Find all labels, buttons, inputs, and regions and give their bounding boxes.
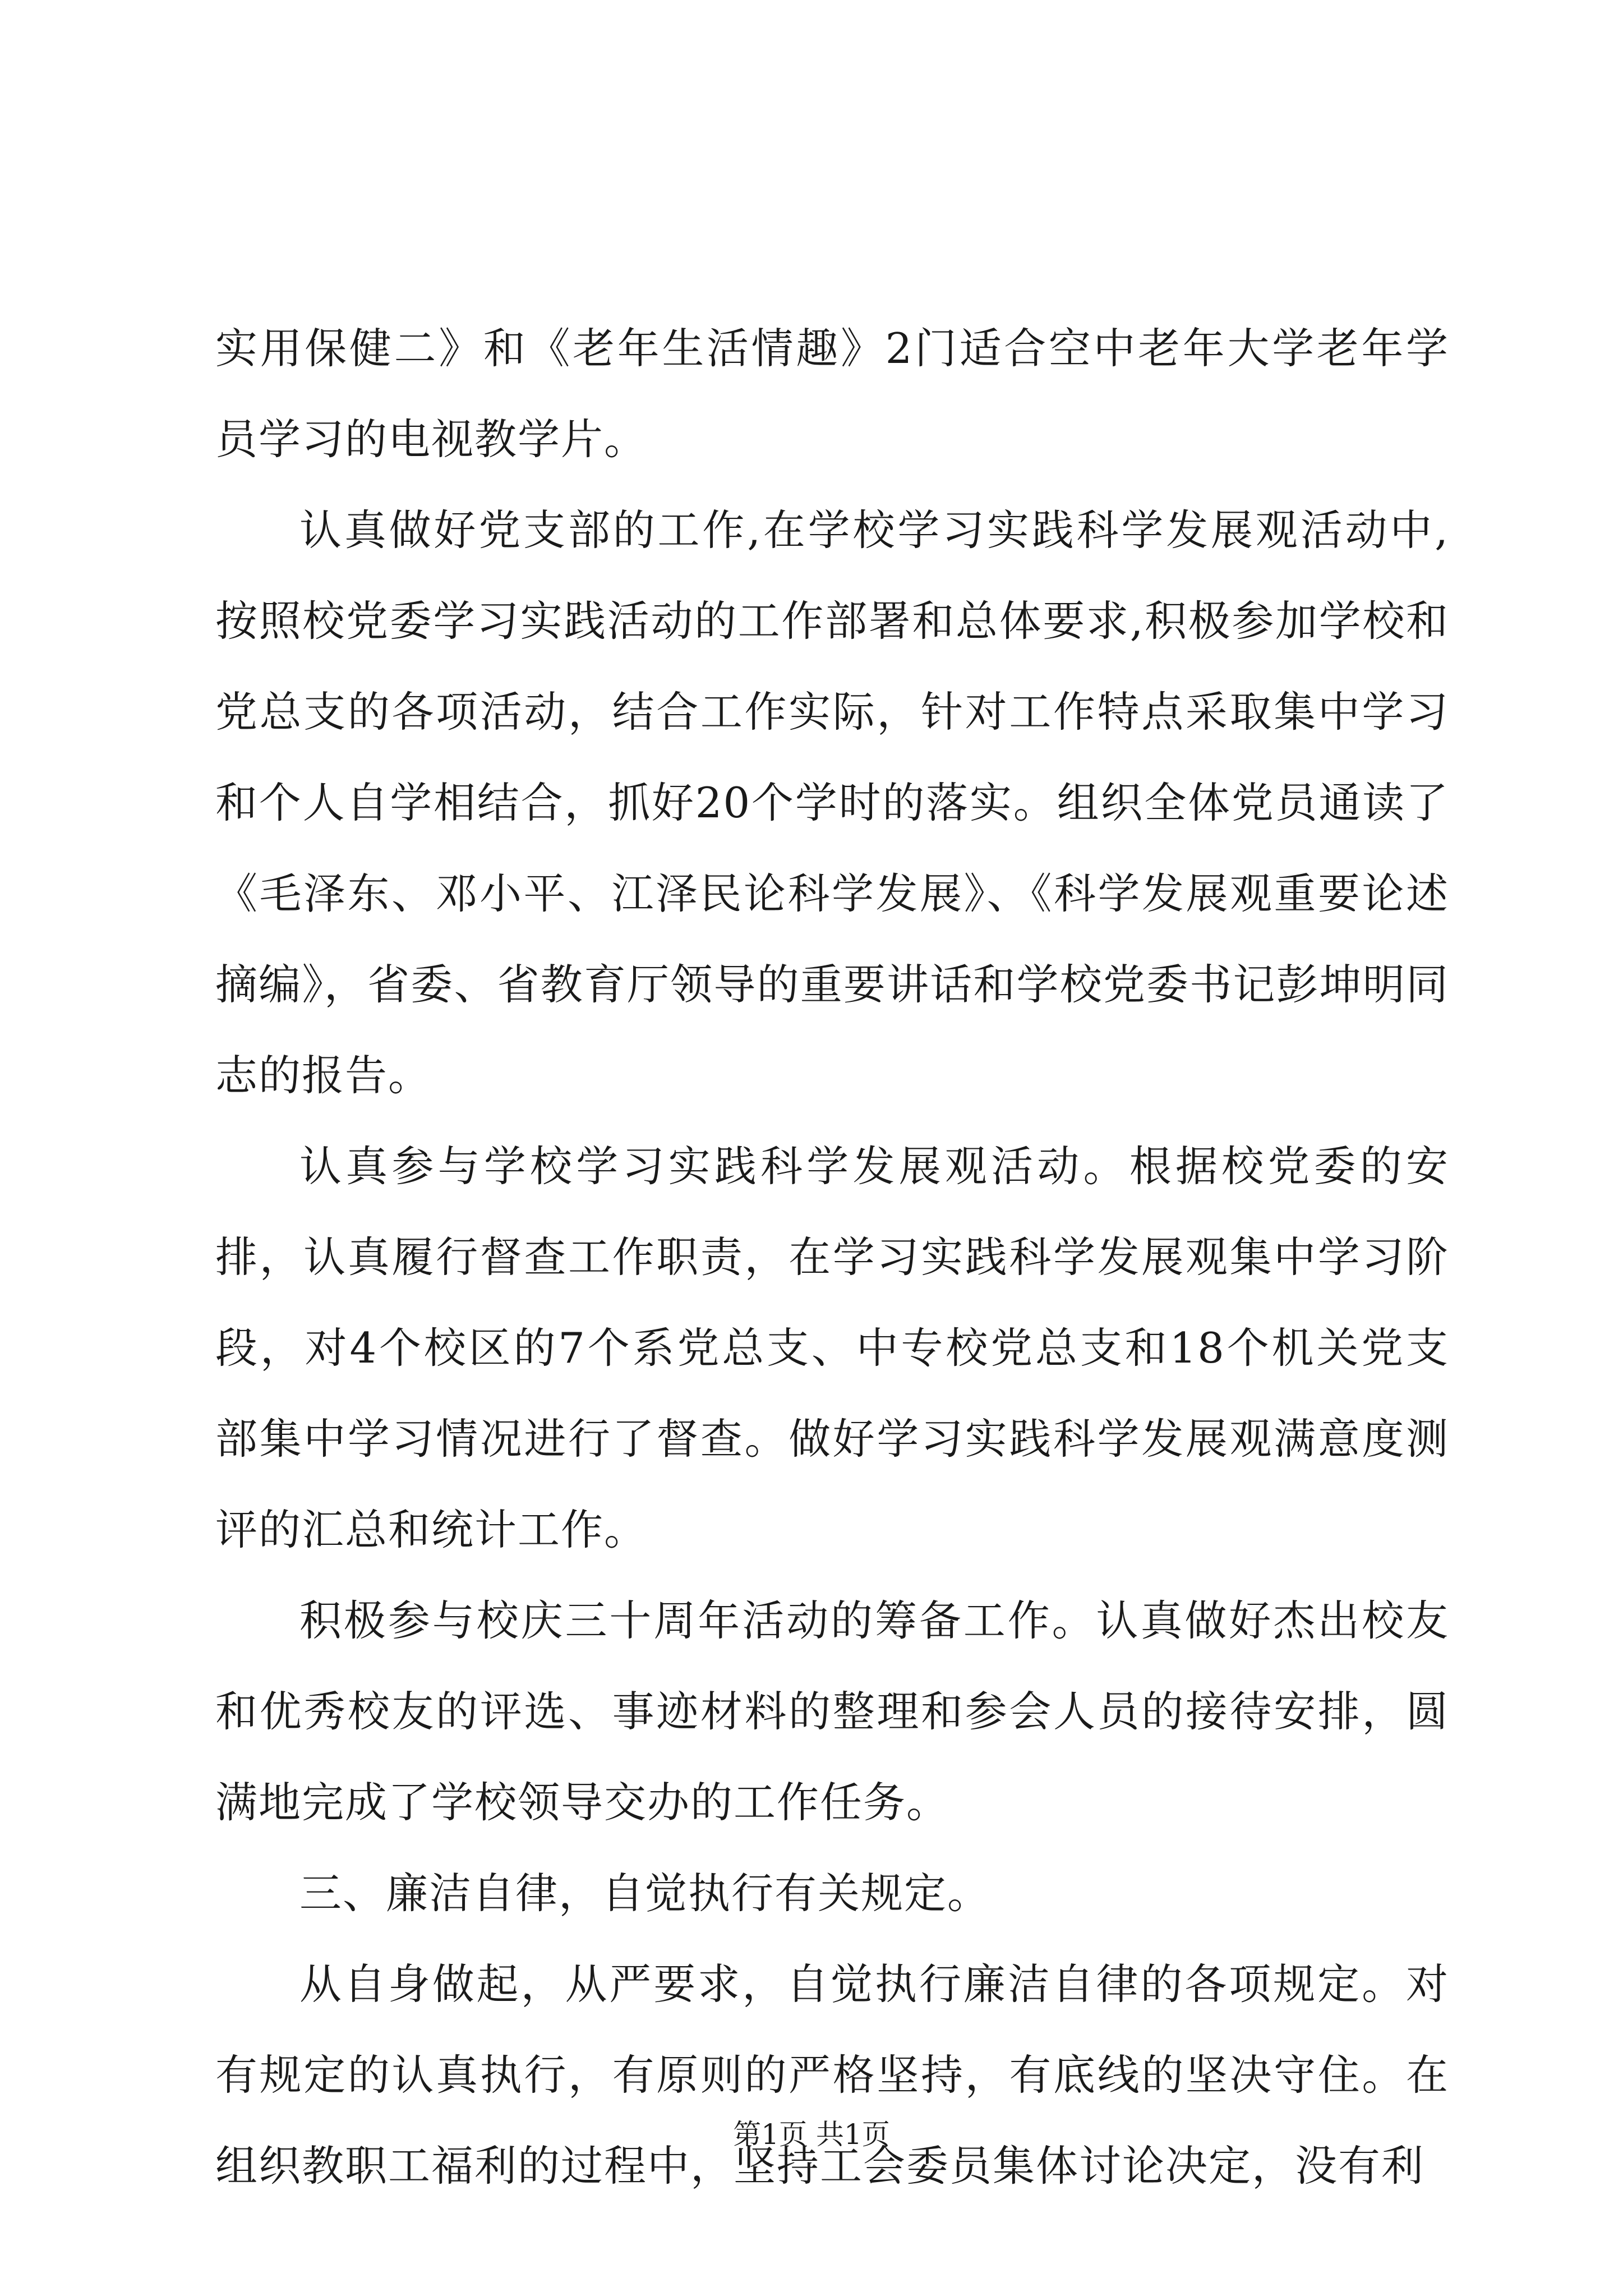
paragraph-2: 认真做好党支部的工作,在学校学习实践科学发展观活动中,按照校党委学习实践活动的工作部署和总体要求,积极参加学校和党总支的各项活动，结合工作实际，针对工作特点采取集中学习和个人自学相结合，抓好20个学时的落实。组织全体党员通读了《毛泽东、邓小平、江泽民论科学发展》、《科学发展观重要论述摘编》，省委、省教育厅领导的重要讲话和学校党委书记彭坤明同志的报告。 — [215, 505, 1449, 1100]
paragraph-5: 从自身做起，从严要求，自觉执行廉洁自律的各项规定。对有规定的认真执行，有原则的严格坚持，有底线的坚决守住。在组织教职工福利的过程中，坚持工会委员集体讨论决定，没有利 — [215, 1959, 1449, 2191]
section-heading: 三、廉洁自律，自觉执行有关规定。 — [299, 1869, 991, 1918]
paragraph-3: 认真参与学校学习实践科学发展观活动。根据校党委的安排，认真履行督查工作职责，在学习实践科学发展观集中学习阶段，对4个校区的7个系党总支、中专校党总支和18个机关党支部集中学习情况进行了督查。做好学习实践科学发展观满意度测评的汇总和统计工作。 — [215, 1142, 1449, 1554]
page-number-footer: 第1页 共1页 — [733, 2118, 890, 2151]
paragraph-4: 积极参与校庆三十周年活动的筹备工作。认真做好杰出校友和优秀校友的评选、事迹材料的整理和参会人员的接待安排，圆满地完成了学校领导交办的工作任务。 — [215, 1596, 1449, 1827]
paragraph-1: 实用保健二》和《老年生活情趣》2门适合空中老年大学老年学员学习的电视教学片。 — [215, 324, 1449, 464]
document-body — [215, 303, 1449, 2211]
